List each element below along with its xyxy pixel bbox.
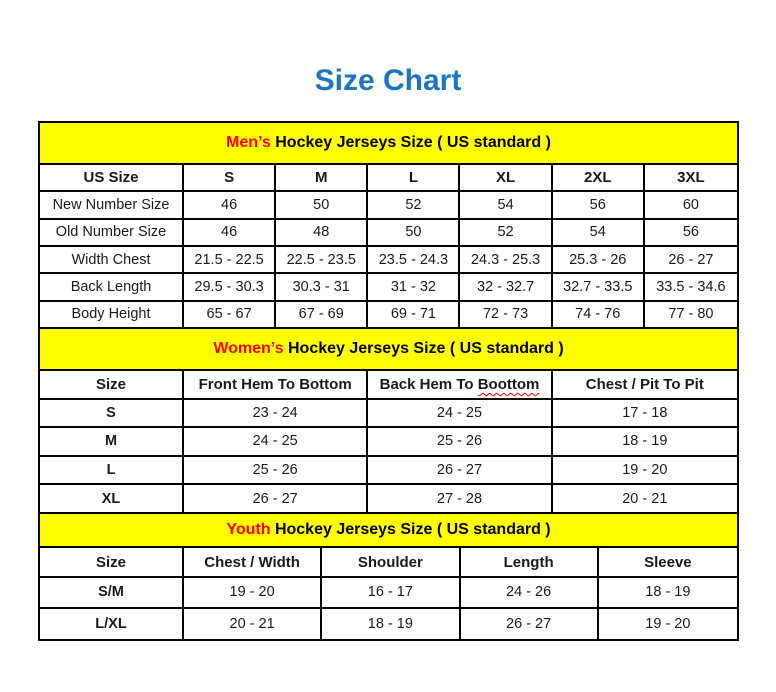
womens-size-table xyxy=(40,371,737,514)
table-cell: 20 - 21 xyxy=(184,609,322,639)
table-cell: 48 xyxy=(276,220,368,247)
womens-section-banner xyxy=(40,329,737,371)
table-cell: 24.3 - 25.3 xyxy=(460,247,552,274)
row-label: Back Length xyxy=(40,274,184,301)
table-cell: 32.7 - 33.5 xyxy=(553,274,645,301)
mens-section-banner xyxy=(40,123,737,165)
table-cell: 21.5 - 22.5 xyxy=(184,247,276,274)
column-header: Size xyxy=(40,371,184,400)
table-cell: 32 - 32.7 xyxy=(460,274,552,301)
table-cell: 77 - 80 xyxy=(645,302,737,329)
table-cell: 19 - 20 xyxy=(599,609,737,639)
column-header: Front Hem To Bottom xyxy=(184,371,368,400)
row-label: Width Chest xyxy=(40,247,184,274)
column-header: M xyxy=(276,165,368,192)
table-cell: 50 xyxy=(368,220,460,247)
table-cell: 20 - 21 xyxy=(553,485,737,514)
table-cell: 33.5 - 34.6 xyxy=(645,274,737,301)
column-header: Size xyxy=(40,548,184,578)
mens-banner-rest: Hockey Jerseys Size ( US standard ) xyxy=(275,134,551,151)
womens-banner-text xyxy=(213,340,563,358)
row-label: Body Height xyxy=(40,302,184,329)
mens-banner-highlight: Men’s xyxy=(226,134,271,151)
table-cell: 23.5 - 24.3 xyxy=(368,247,460,274)
table-cell: 65 - 67 xyxy=(184,302,276,329)
row-label: New Number Size xyxy=(40,192,184,219)
table-cell: 25.3 - 26 xyxy=(553,247,645,274)
table-cell: 30.3 - 31 xyxy=(276,274,368,301)
row-label: Old Number Size xyxy=(40,220,184,247)
table-cell: 69 - 71 xyxy=(368,302,460,329)
table-cell: 29.5 - 30.3 xyxy=(184,274,276,301)
column-header: Shoulder xyxy=(322,548,460,578)
table-cell: 54 xyxy=(553,220,645,247)
row-label: S/M xyxy=(40,578,184,608)
table-cell: 17 - 18 xyxy=(553,400,737,429)
column-header xyxy=(368,371,552,400)
table-cell: 56 xyxy=(553,192,645,219)
row-label: L xyxy=(40,457,184,486)
table-cell: 31 - 32 xyxy=(368,274,460,301)
column-header: L xyxy=(368,165,460,192)
size-chart xyxy=(38,121,739,641)
table-cell: 16 - 17 xyxy=(322,578,460,608)
table-cell: 19 - 20 xyxy=(184,578,322,608)
womens-banner-rest: Hockey Jerseys Size ( US standard ) xyxy=(288,339,564,357)
column-header: 2XL xyxy=(553,165,645,192)
column-header: Chest / Pit To Pit xyxy=(553,371,737,400)
table-cell: 74 - 76 xyxy=(553,302,645,329)
table-cell: 22.5 - 23.5 xyxy=(276,247,368,274)
table-cell: 27 - 28 xyxy=(368,485,552,514)
row-label: L/XL xyxy=(40,609,184,639)
table-cell: 52 xyxy=(368,192,460,219)
mens-banner-text xyxy=(226,134,551,152)
youth-section-banner xyxy=(40,514,737,548)
table-cell: 25 - 26 xyxy=(368,428,552,457)
table-cell: 60 xyxy=(645,192,737,219)
table-cell: 26 - 27 xyxy=(461,609,599,639)
womens-banner-highlight: Women’s xyxy=(213,339,284,357)
table-cell: 26 - 27 xyxy=(368,457,552,486)
table-cell: 46 xyxy=(184,220,276,247)
table-cell: 67 - 69 xyxy=(276,302,368,329)
column-header: Sleeve xyxy=(599,548,737,578)
column-header: S xyxy=(184,165,276,192)
column-header: Length xyxy=(461,548,599,578)
youth-banner-highlight: Youth xyxy=(226,520,271,538)
youth-banner-text xyxy=(226,521,550,539)
table-cell: 26 - 27 xyxy=(184,485,368,514)
table-cell: 24 - 26 xyxy=(461,578,599,608)
spellcheck-squiggle-text: Boottom xyxy=(477,375,540,393)
table-cell: 46 xyxy=(184,192,276,219)
row-label: XL xyxy=(40,485,184,514)
column-header: 3XL xyxy=(645,165,737,192)
table-cell: 54 xyxy=(460,192,552,219)
column-header: Chest / Width xyxy=(184,548,322,578)
table-cell: 26 - 27 xyxy=(645,247,737,274)
page-title: Size Chart xyxy=(314,64,462,97)
column-header: US Size xyxy=(40,165,184,192)
table-cell: 18 - 19 xyxy=(599,578,737,608)
table-cell: 23 - 24 xyxy=(184,400,368,429)
table-cell: 50 xyxy=(276,192,368,219)
column-header-text xyxy=(380,376,540,393)
row-label: S xyxy=(40,400,184,429)
column-header: XL xyxy=(460,165,552,192)
table-cell: 72 - 73 xyxy=(460,302,552,329)
table-cell: 19 - 20 xyxy=(553,457,737,486)
youth-banner-rest: Hockey Jerseys Size ( US standard ) xyxy=(274,520,551,538)
back-hem-label-prefix: Back Hem To xyxy=(379,375,474,393)
table-cell: 24 - 25 xyxy=(368,400,552,429)
table-cell: 18 - 19 xyxy=(322,609,460,639)
table-cell: 52 xyxy=(460,220,552,247)
table-cell: 24 - 25 xyxy=(184,428,368,457)
youth-size-table xyxy=(40,548,737,639)
table-cell: 56 xyxy=(645,220,737,247)
mens-size-table xyxy=(40,165,737,329)
table-cell: 18 - 19 xyxy=(553,428,737,457)
row-label: M xyxy=(40,428,184,457)
table-cell: 25 - 26 xyxy=(184,457,368,486)
